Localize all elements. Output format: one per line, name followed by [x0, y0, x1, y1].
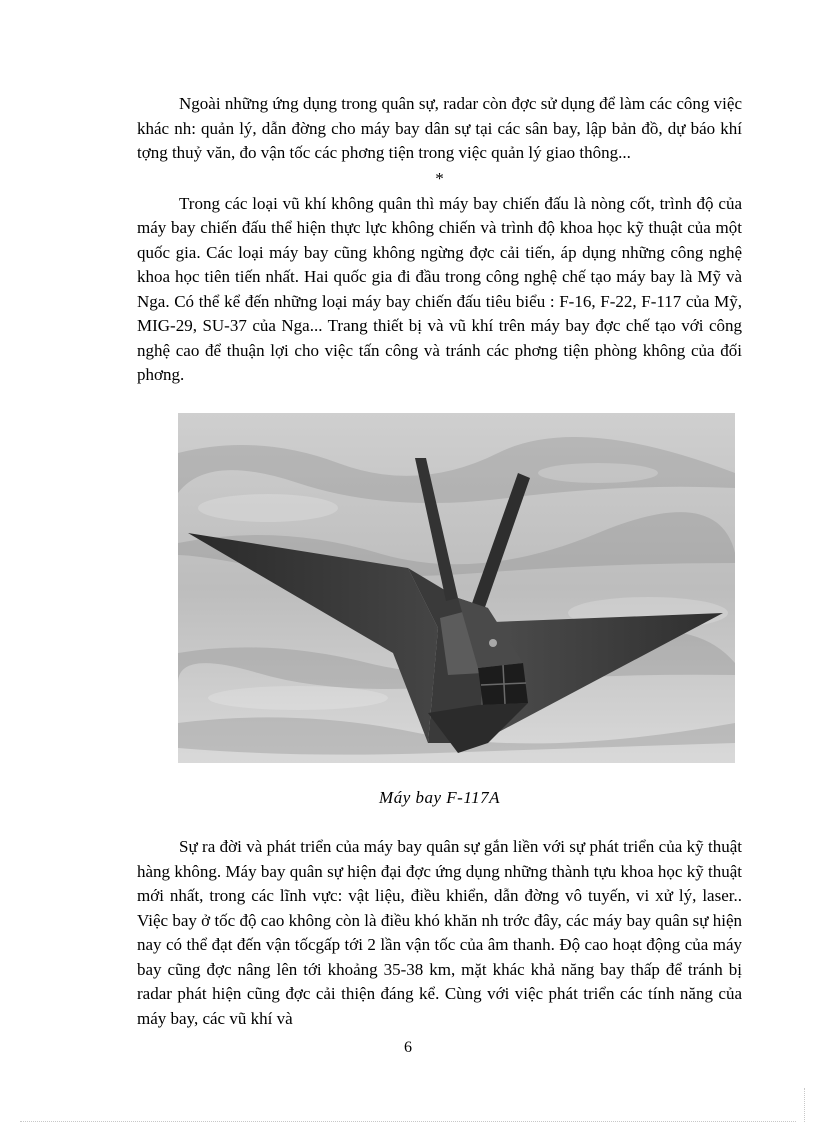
- paragraph-military-aircraft: Sự ra đời và phát triển của máy bay quân sự gắn liền với sự phát triển của kỹ thuật hàng không. Máy bay quân sự hiện đại đợc ứng dụng những thành tựu khoa học kỹ thuật mới nhất, trong các lĩnh vực: vật liệu, điều khiển, dẫn đờng vô tuyến, vi xử lý, laser.. Việc bay ở tốc độ cao không còn là điều khó khăn nh trớc đây, các máy bay quân sự hiện nay có thể đạt đến vận tốcgấp tới 2 lần vận tốc của âm thanh. Độ cao hoạt động của máy bay cũng đợc nâng lên tới khoảng 35-38 km, mặt khác khả năng bay thấp để tránh bị radar phát hiện cũng đợc cải thiện đáng kể. Cùng với việc phát triển các tính năng của máy bay, các vũ khí và: [137, 837, 742, 1028]
- section-separator: *: [435, 168, 444, 188]
- top-text-block: [137, 92, 742, 388]
- page-number: 6: [404, 1039, 412, 1056]
- f117-illustration: [178, 413, 735, 763]
- paragraph-radar-uses: Ngoài những ứng dụng trong quân sự, radar còn đợc sử dụng để làm các công việc khác nh: quản lý, dẫn đờng cho máy bay dân sự tại các sân bay, lập bản đồ, dự báo khí tợng thuỷ văn, đo vận tốc các phơng tiện trong việc quản lý giao thông...: [137, 94, 742, 162]
- paragraph-fighter-aircraft: Trong các loại vũ khí không quân thì máy bay chiến đấu là nòng cốt, trình độ của máy bay chiến đấu thể hiện thực lực không chiến và trình độ khoa học kỹ thuật của một quốc gia. Các loại máy bay cũng không ngừng đợc cải tiến, áp dụng những công nghệ khoa học tiên tiến nhất. Hai quốc gia đi đầu trong công nghệ chế tạo máy bay là Mỹ và Nga. Có thể kể đến những loại máy bay chiến đấu tiêu biểu : F-16, F-22, F-117 của Mỹ, MIG-29, SU-37 của Nga... Trang thiết bị và vũ khí trên máy bay đợc chế tạo với công nghệ cao để thuận lợi cho việc tấn công và tránh các phơng tiện phòng không của đối phơng.: [137, 193, 742, 384]
- page-border-bottom: [20, 1121, 796, 1122]
- aircraft-photo: [178, 413, 735, 763]
- bottom-text-block: [137, 835, 742, 1031]
- page-border-right: [804, 1088, 805, 1122]
- figure-caption: Máy bay F-117A: [379, 788, 500, 807]
